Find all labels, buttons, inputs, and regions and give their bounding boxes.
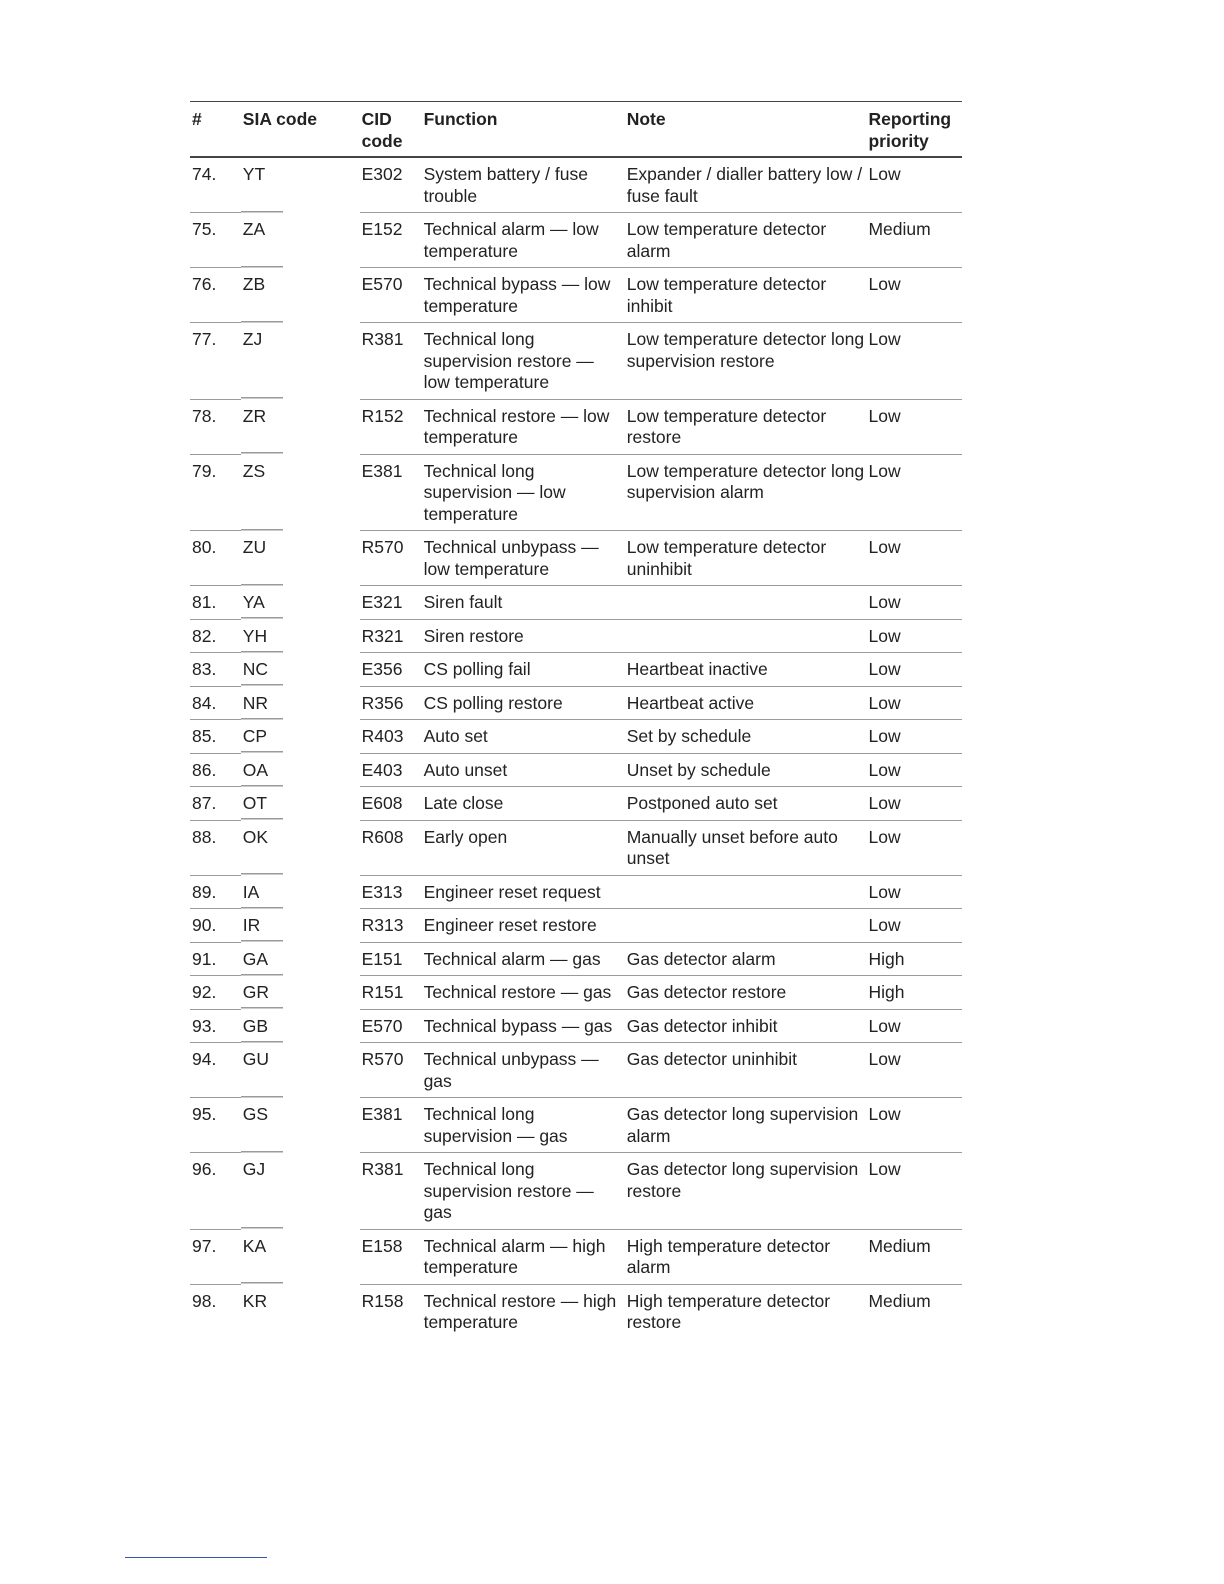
row-cid-code: R381: [360, 1153, 422, 1230]
row-cid-code: E302: [360, 157, 422, 213]
row-cid-code: E313: [360, 875, 422, 909]
row-sia-code: YH: [241, 619, 360, 653]
row-function: Siren fault: [422, 586, 625, 620]
row-cid-code: E381: [360, 454, 422, 531]
row-note: Gas detector long supervision alarm: [625, 1098, 867, 1153]
row-note: Low temperature detector long supervision restore: [625, 323, 867, 400]
table-row: [190, 787, 962, 821]
row-note: Set by schedule: [625, 720, 867, 754]
row-note: Expander / dialler battery low / fuse fault: [625, 157, 867, 213]
row-sia-code: OK: [241, 820, 360, 875]
row-number: 95.: [190, 1098, 241, 1153]
row-sia-code: YA: [241, 586, 360, 620]
alarm-code-table: [190, 101, 962, 1339]
row-number: 84.: [190, 686, 241, 720]
table-header: [190, 102, 962, 158]
row-sia-code: ZU: [241, 531, 360, 586]
row-number: 79.: [190, 454, 241, 531]
row-number: 78.: [190, 399, 241, 454]
row-cid-code: R356: [360, 686, 422, 720]
table-row: [190, 1043, 962, 1098]
table-row: [190, 976, 962, 1010]
row-note: Low temperature detector inhibit: [625, 268, 867, 323]
header-function: Function: [422, 102, 625, 158]
row-sia-code: GA: [241, 942, 360, 976]
table-row: [190, 1229, 962, 1284]
row-function: Technical alarm — high temperature: [422, 1229, 625, 1284]
table-row: [190, 268, 962, 323]
row-number: 76.: [190, 268, 241, 323]
row-sia-code: OA: [241, 753, 360, 787]
row-sia-code: GU: [241, 1043, 360, 1098]
row-reporting-priority: Low: [866, 531, 962, 586]
row-function: Technical bypass — low temperature: [422, 268, 625, 323]
row-cid-code: R570: [360, 531, 422, 586]
row-sia-code: ZR: [241, 399, 360, 454]
table-row: [190, 157, 962, 213]
row-function: Technical long supervision restore — low temperature: [422, 323, 625, 400]
row-number: 74.: [190, 157, 241, 213]
row-cid-code: E570: [360, 268, 422, 323]
row-reporting-priority: Low: [866, 157, 962, 213]
row-note: Heartbeat inactive: [625, 653, 867, 687]
row-function: Technical long supervision — low temperature: [422, 454, 625, 531]
row-reporting-priority: Low: [866, 1043, 962, 1098]
row-sia-code: IR: [241, 909, 360, 943]
row-number: 87.: [190, 787, 241, 821]
row-reporting-priority: Low: [866, 1009, 962, 1043]
row-reporting-priority: Low: [866, 787, 962, 821]
row-number: 75.: [190, 213, 241, 268]
table-row: [190, 454, 962, 531]
row-sia-code: YT: [241, 157, 360, 213]
row-reporting-priority: Low: [866, 619, 962, 653]
table-row: [190, 531, 962, 586]
row-function: Engineer reset restore: [422, 909, 625, 943]
row-cid-code: E570: [360, 1009, 422, 1043]
row-cid-code: R608: [360, 820, 422, 875]
row-reporting-priority: Low: [866, 753, 962, 787]
row-sia-code: ZB: [241, 268, 360, 323]
row-number: 89.: [190, 875, 241, 909]
row-function: Late close: [422, 787, 625, 821]
table-row: [190, 1009, 962, 1043]
row-number: 91.: [190, 942, 241, 976]
row-function: Technical alarm — gas: [422, 942, 625, 976]
table-row: [190, 820, 962, 875]
row-reporting-priority: Medium: [866, 213, 962, 268]
row-reporting-priority: Low: [866, 686, 962, 720]
row-reporting-priority: High: [866, 942, 962, 976]
row-function: Auto set: [422, 720, 625, 754]
row-reporting-priority: Low: [866, 720, 962, 754]
row-note: Gas detector alarm: [625, 942, 867, 976]
row-cid-code: R313: [360, 909, 422, 943]
table-row: [190, 1098, 962, 1153]
row-number: 83.: [190, 653, 241, 687]
table-row: [190, 213, 962, 268]
row-reporting-priority: Low: [866, 268, 962, 323]
row-sia-code: NR: [241, 686, 360, 720]
row-note: [625, 909, 867, 943]
row-reporting-priority: Medium: [866, 1229, 962, 1284]
table-row: [190, 753, 962, 787]
row-function: Early open: [422, 820, 625, 875]
header-number: #: [190, 102, 241, 158]
row-note: [625, 875, 867, 909]
row-number: 85.: [190, 720, 241, 754]
row-cid-code: E158: [360, 1229, 422, 1284]
row-sia-code: NC: [241, 653, 360, 687]
table-row: [190, 1284, 962, 1339]
row-reporting-priority: High: [866, 976, 962, 1010]
row-number: 93.: [190, 1009, 241, 1043]
row-sia-code: IA: [241, 875, 360, 909]
row-cid-code: R570: [360, 1043, 422, 1098]
row-note: Gas detector uninhibit: [625, 1043, 867, 1098]
row-reporting-priority: Low: [866, 653, 962, 687]
row-cid-code: E321: [360, 586, 422, 620]
row-number: 80.: [190, 531, 241, 586]
row-sia-code: GR: [241, 976, 360, 1010]
row-note: Gas detector inhibit: [625, 1009, 867, 1043]
row-number: 82.: [190, 619, 241, 653]
row-reporting-priority: Low: [866, 399, 962, 454]
row-reporting-priority: Low: [866, 1098, 962, 1153]
row-reporting-priority: Low: [866, 323, 962, 400]
row-cid-code: E151: [360, 942, 422, 976]
row-function: Engineer reset request: [422, 875, 625, 909]
row-function: CS polling fail: [422, 653, 625, 687]
row-cid-code: E608: [360, 787, 422, 821]
row-cid-code: R158: [361, 1290, 404, 1311]
row-reporting-priority: Low: [866, 875, 962, 909]
table-row: [190, 653, 962, 687]
row-cid-code: R321: [360, 619, 422, 653]
row-sia-code: GJ: [241, 1153, 360, 1230]
row-cid-code: E356: [360, 653, 422, 687]
row-note: Low temperature detector alarm: [625, 213, 867, 268]
row-note: [625, 586, 867, 620]
row-number: 77.: [190, 323, 241, 400]
row-note: Gas detector restore: [625, 976, 867, 1010]
row-note: Postponed auto set: [625, 787, 867, 821]
row-note: Gas detector long supervision restore: [625, 1153, 867, 1230]
row-function: Technical restore — low temperature: [422, 399, 625, 454]
table-body: [190, 157, 962, 1339]
row-number: 98.: [192, 1290, 217, 1311]
row-function: CS polling restore: [422, 686, 625, 720]
table-row: [190, 909, 962, 943]
row-number: 97.: [190, 1229, 241, 1284]
row-sia-code: ZA: [241, 213, 360, 268]
row-note: Low temperature detector long supervision alarm: [625, 454, 867, 531]
row-sia-code: KA: [241, 1229, 360, 1284]
row-sia-code: KR: [242, 1290, 268, 1311]
row-function: Technical bypass — gas: [422, 1009, 625, 1043]
table-row: [190, 720, 962, 754]
row-function: Technical long supervision — gas: [422, 1098, 625, 1153]
row-sia-code: ZS: [241, 454, 360, 531]
row-reporting-priority: Low: [866, 454, 962, 531]
table-row: [190, 619, 962, 653]
row-function: System battery / fuse trouble: [422, 157, 625, 213]
table-row: [190, 399, 962, 454]
row-note: High temperature detector restore: [626, 1290, 831, 1332]
row-function: Technical unbypass — gas: [422, 1043, 625, 1098]
row-note: Low temperature detector restore: [625, 399, 867, 454]
row-function: Siren restore: [422, 619, 625, 653]
row-cid-code: R381: [360, 323, 422, 400]
row-note: Low temperature detector uninhibit: [625, 531, 867, 586]
row-function: Technical restore — gas: [422, 976, 625, 1010]
header-reporting-priority: Reporting priority: [866, 102, 962, 158]
row-sia-code: GB: [241, 1009, 360, 1043]
row-cid-code: E381: [360, 1098, 422, 1153]
row-cid-code: R152: [360, 399, 422, 454]
row-sia-code: ZJ: [241, 323, 360, 400]
row-number: 92.: [190, 976, 241, 1010]
row-note: High temperature detector alarm: [625, 1229, 867, 1284]
table-row: [190, 323, 962, 400]
row-function: Auto unset: [422, 753, 625, 787]
row-cid-code: E152: [360, 213, 422, 268]
row-note: Manually unset before auto unset: [625, 820, 867, 875]
row-number: 81.: [190, 586, 241, 620]
row-number: 94.: [190, 1043, 241, 1098]
row-number: 86.: [190, 753, 241, 787]
header-cid-code: CID code: [360, 102, 422, 158]
row-cid-code: R403: [360, 720, 422, 754]
table-row: [190, 1153, 962, 1230]
table-row: [190, 942, 962, 976]
table-row: [190, 875, 962, 909]
header-note: Note: [625, 102, 867, 158]
row-reporting-priority: Low: [866, 586, 962, 620]
row-note: [625, 619, 867, 653]
row-function: Technical unbypass — low temperature: [422, 531, 625, 586]
footnote-divider: [125, 1557, 267, 1558]
row-note: Heartbeat active: [625, 686, 867, 720]
row-function: Technical restore — high temperature: [423, 1290, 617, 1332]
row-number: 96.: [190, 1153, 241, 1230]
row-reporting-priority: Low: [866, 820, 962, 875]
row-number: 90.: [190, 909, 241, 943]
row-function: Technical long supervision restore — gas: [422, 1153, 625, 1230]
row-reporting-priority: Low: [866, 909, 962, 943]
row-reporting-priority: Medium: [868, 1290, 931, 1311]
row-reporting-priority: Low: [866, 1153, 962, 1230]
row-function: Technical alarm — low temperature: [422, 213, 625, 268]
row-number: 88.: [190, 820, 241, 875]
row-sia-code: GS: [241, 1098, 360, 1153]
row-note: Unset by schedule: [625, 753, 867, 787]
row-sia-code: CP: [241, 720, 360, 754]
table-row: [190, 686, 962, 720]
row-cid-code: R151: [360, 976, 422, 1010]
row-sia-code: OT: [241, 787, 360, 821]
row-cid-code: E403: [360, 753, 422, 787]
header-sia-code: SIA code: [241, 102, 360, 158]
table-row: [190, 586, 962, 620]
